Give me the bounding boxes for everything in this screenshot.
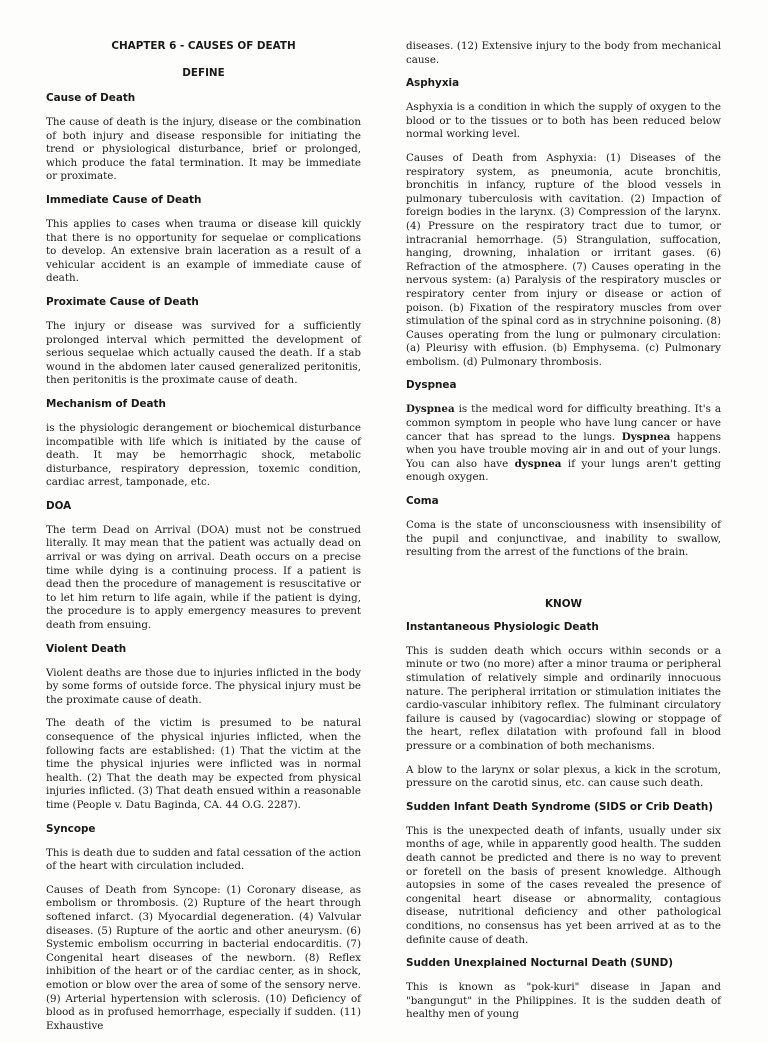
dyspnea-term-2: Dyspnea <box>621 430 671 443</box>
paragraph-sids: This is the unexpected death of infants, usually under six months of age, while in apparently good health. The sudden death cannot be predicted and there is no way to prevent or foretell on the basis of present knowledge. Although autopsies in some of the cases revealed the presence of congenital heart disease or abnormality, contagious disease, nutritional deficiency and other pathological conditions, no consensus has yet been arrived at as to the definite cause of death. <box>406 824 721 946</box>
heading-immediate-cause: Immediate Cause of Death <box>46 193 202 206</box>
paragraph-coma: Coma is the state of unconsciousness with insensibility of the pupil and conjunctivae, and inability to swallow, resulting from the arrest of the functions of the brain. <box>406 519 721 559</box>
heading-coma: Coma <box>406 495 439 508</box>
heading-doa: DOA <box>46 499 72 512</box>
paragraph-sund: This is known as "pok-kuri" disease in Japan and "bangungut" in the Philippines. It is the sudden death of healthy men of young <box>406 981 721 1021</box>
heading-sids: Sudden Infant Death Syndrome (SIDS or Crib Death) <box>406 800 713 813</box>
heading-cause-of-death: Cause of Death <box>46 92 136 104</box>
heading-violent-death: Violent Death <box>46 642 127 655</box>
heading-sund: Sudden Unexplained Nocturnal Death (SUND) <box>406 957 673 970</box>
dyspnea-term-3: dyspnea <box>514 457 562 470</box>
dyspnea-text-3: if your lungs aren't getting enough oxygen. <box>406 457 721 484</box>
heading-syncope: Syncope <box>46 822 96 835</box>
left-column <box>46 0 361 1043</box>
paragraph-cause-of-death: The cause of death is the injury, disease or the combination of both injury and disease responsible for initiating the trend or physiological disturbance, brief or prolonged, which produce the fatal termination. It may be immediate or proximate. <box>46 116 361 183</box>
paragraph-instantaneous-1: This is sudden death which occurs within seconds or a minute or two (no more) after a minor trauma or peripheral stimulation of relatively simple and ordinarily innocuous nature. The peripheral irritation or stimulation initiates the cardio-vascular inhibitory reflex. The fulminant circulatory failure is caused by (vagocardiac) slowing or stoppage of the heart, reflex dilatation with profound fall in blood pressure or a combination of both mechanisms. <box>406 644 721 752</box>
paragraph-syncope-continued: diseases. (12) Extensive injury to the body from mechanical cause. <box>406 40 721 66</box>
paragraph-violent-death-1: Violent deaths are those due to injuries inflicted in the body by some forms of outside force. The physical injury must be the proximate cause of death. <box>46 666 361 706</box>
dyspnea-text-1: is the medical word for difficulty breathing. It's a common symptom in people who have lung cancer or have cancer that has spread to the lungs. <box>406 403 721 443</box>
paragraph-asphyxia-1: Asphyxia is a condition in which the supply of oxygen to the blood or to the tissues or to both has been reduced below normal working level. <box>406 101 721 141</box>
paragraph-syncope-1: This is death due to sudden and fatal cessation of the action of the heart with circulation included. <box>46 846 361 873</box>
section-define-heading: DEFINE <box>182 67 225 79</box>
paragraph-syncope-2: Causes of Death from Syncope: (1) Coronary disease, as embolism or thrombosis. (2) Rupture of the heart through softened infarct. (3) Myocardial degeneration. (4) Valvular diseases. (5) Rupture of the aortic and other aneurysm. (6) Systemic embolism occurring in bacterial endocarditis. (7) Congenital heart diseases of the newborn. (8) Reflex inhibition of the heart or of the cardiac center, as in shock, emotion or blow over the area of some of the sensory nerve. (9) Arterial hypertension with sclerosis. (10) Deficiency of blood as in profused hemorrhage, especially if sudden. (11) Exhaustive <box>46 883 361 1032</box>
dyspnea-text-2: happens when you have trouble moving air in and out of your lungs. You can also have <box>406 430 721 470</box>
paragraph-dyspnea <box>406 403 721 485</box>
heading-instantaneous-death: Instantaneous Physiologic Death <box>406 620 599 633</box>
right-column <box>406 0 721 1032</box>
chapter-title: CHAPTER 6 - CAUSES OF DEATH <box>111 40 296 52</box>
paragraph-doa: The term Dead on Arrival (DOA) must not be construed literally. It may mean that the patient was actually dead on arrival or was dying on arrival. Death occurs on a precise time while dying is a continuing process. If a patient is dead then the procedure of management is resuscitative or to let him return to life again, while if the patient is dying, the procedure is to apply emergency measures to prevent death from ensuing. <box>46 523 361 632</box>
paragraph-violent-death-2: The death of the victim is presumed to be natural consequence of the physical injuries inflicted, when the following facts are established: (1) That the victim at the time the physical injuries were inflicted was in normal health. (2) That the death may be expected from physical injuries inflicted. (3) That death ensued within a reasonable time (People v. Datu Baginda, CA. 44 O.G. 2287). <box>46 717 361 811</box>
heading-dyspnea: Dyspnea <box>406 379 457 392</box>
dyspnea-term-1: Dyspnea <box>406 403 455 416</box>
paragraph-asphyxia-2: Causes of Death from Asphyxia: (1) Diseases of the respiratory system, as pneumonia, acute bronchitis, bronchitis in infancy, rupture of the blood vessels in pulmonary tuberculosis with cavitation. (2) Impaction of foreign bodies in the larynx. (3) Compression of the larynx. (4) Pressure on the respiratory tract due to tumor, or intracranial hemorrhage. (5) Strangulation, suffocation, hanging, drowning, inhalation or irritant gases. (6) Refraction of the atmosphere. (7) Causes operating in the nervous system: (a) Paralysis of the respiratory muscles or respiratory center from injury or disease or action of poison. (b) Fixation of the respiratory muscles from over stimulation of the spinal cord as in strychnine poisoning. (8) Causes operating from the lung or pulmonary circulation: (a) Pleurisy with effusion. (b) Emphysema. (c) Pulmonary embolism. (d) Pulmonary thrombosis. <box>406 151 721 368</box>
paragraph-proximate-cause: The injury or disease was survived for a sufficiently prolonged interval which permitted the development of serious sequelae which actually caused the death. If a stab wound in the abdomen later caused generalized peritonitis, then peritonitis is the proximate cause of death. <box>46 319 361 387</box>
paragraph-instantaneous-2: A blow to the larynx or solar plexus, a kick in the scrotum, pressure on the carotid sinus, etc. can cause such death. <box>406 763 721 790</box>
heading-proximate-cause: Proximate Cause of Death <box>46 295 199 308</box>
paragraph-immediate-cause: This applies to cases when trauma or disease kill quickly that there is no opportunity for sequelae or complications to develop. An extensive brain laceration as a result of a vehicular accident is an example of immediate cause of death. <box>46 217 361 285</box>
section-know-heading: KNOW <box>544 597 583 610</box>
heading-mechanism-of-death: Mechanism of Death <box>46 397 166 410</box>
paragraph-mechanism-of-death: is the physiologic derangement or biochemical disturbance incompatible with life which is initiated by the cause of death. It may be hemorrhagic shock, metabolic disturbance, respiratory depression, toxemic condition, cardiac arrest, tamponade, etc. <box>46 421 361 489</box>
heading-asphyxia: Asphyxia <box>406 77 460 90</box>
